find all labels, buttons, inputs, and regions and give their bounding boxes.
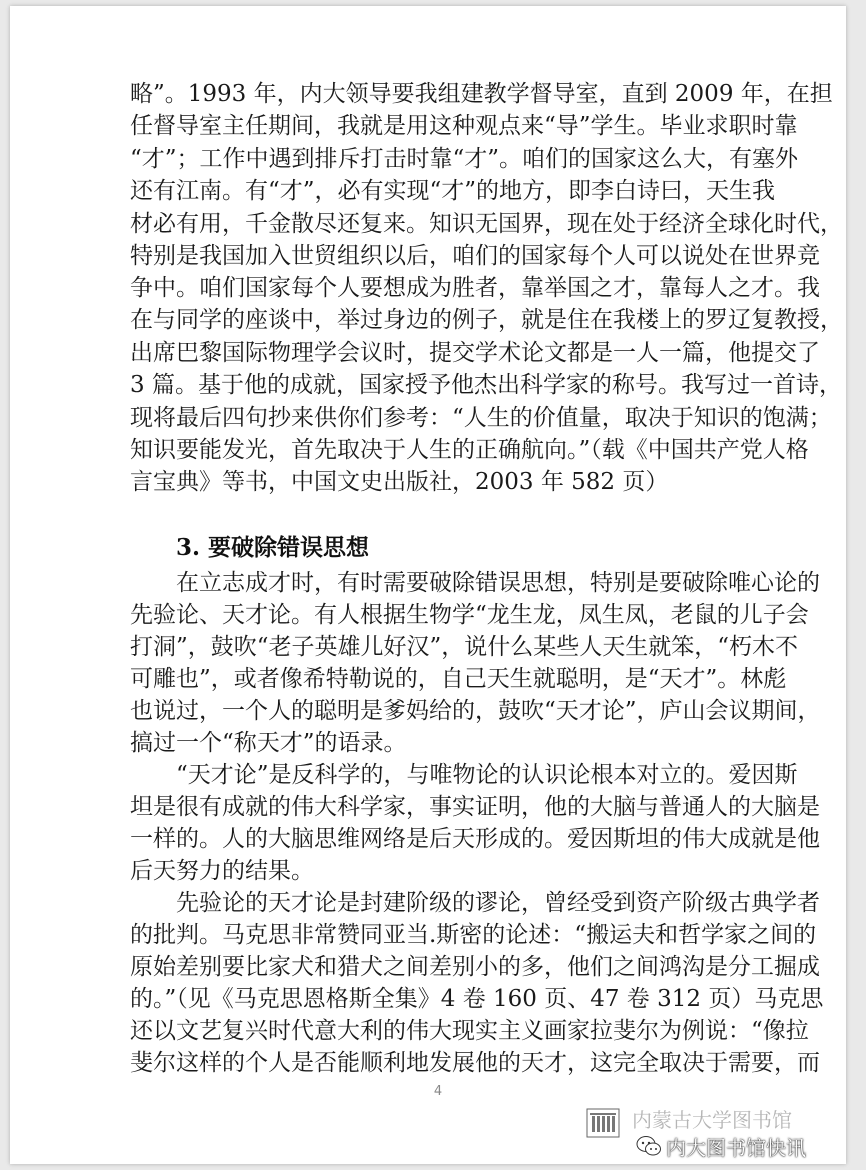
text-line: 任督导室主任期间，我就是用这种观点来“导”学生。毕业求职时靠 <box>130 113 798 139</box>
watermark <box>580 1102 830 1164</box>
page-number: 4 <box>433 1084 443 1099</box>
text-line: 现将最后四句抄来供你们参考：“人生的价值量，取决于知识的饱满； <box>130 405 832 431</box>
text-line: 略”。1993 年，内大领导要我组建教学督导室，直到 2009 年，在担 <box>130 81 833 107</box>
text-line: 材必有用，千金散尽还复来。知识无国界，现在处于经济全球化时代， <box>130 211 843 237</box>
text-line: 后天努力的结果。 <box>130 858 314 884</box>
text-line: 言宝典》等书，中国文史出版社，2003 年 582 页） <box>130 469 669 495</box>
text-line: 打洞”，鼓吹“老子英雄儿好汉”，说什么某些人天生就笨，“朽木不 <box>130 634 799 660</box>
text-line: 可雕也”，或者像希特勒说的，自己天生就聪明，是“天才”。林彪 <box>130 666 787 692</box>
text-line: 也说过，一个人的聪明是爹妈给的，鼓吹“天才论”，庐山会议期间， <box>130 698 821 724</box>
text-line: 特别是我国加入世贸组织以后，咱们的国家每个人可以说处在世界竞 <box>130 243 820 269</box>
watermark-account-name: 内大图书馆快讯 <box>666 1136 806 1160</box>
text-line: 出席巴黎国际物理学会议时，提交学术论文都是一人一篇，他提交了 <box>130 340 820 366</box>
library-logo-icon <box>586 1108 620 1138</box>
text-line: 争中。咱们国家每个人要想成为胜者，靠举国之才，靠每人之才。我 <box>130 275 820 301</box>
text-line: “天才论”是反科学的，与唯物论的认识论根本对立的。爱因斯 <box>176 762 798 788</box>
section-heading: 3. 要破除错误思想 <box>176 534 370 561</box>
text-line: 原始差别要比家犬和猎犬之间差别小的多，他们之间鸿沟是分工掘成 <box>130 954 820 980</box>
text-line: 还以文艺复兴时代意大利的伟大现实主义画家拉斐尔为例说：“像拉 <box>130 1018 809 1044</box>
text-line: 先验论的天才论是封建阶级的谬论，曾经受到资产阶级古典学者 <box>176 890 820 916</box>
text-line: 在与同学的座谈中，举过身边的例子，就是住在我楼上的罗辽复教授， <box>130 307 843 333</box>
text-line: 坦是很有成就的伟大科学家，事实证明，他的大脑与普通人的大脑是 <box>130 794 820 820</box>
text-line: 一样的。人的大脑思维网络是后天形成的。爱因斯坦的伟大成就是他 <box>130 826 820 852</box>
text-line: 斐尔这样的个人是否能顺利地发展他的天才，这完全取决于需要，而 <box>130 1050 820 1076</box>
text-line: 3 篇。基于他的成就，国家授予他杰出科学家的称号。我写过一首诗， <box>130 372 842 398</box>
text-line: 的。”（见《马克思恩格斯全集》4 卷 160 页、47 卷 312 页）马克思 <box>130 986 824 1012</box>
text-line: 搞过一个“称天才”的语录。 <box>130 730 407 756</box>
text-line: 的批判。马克思非常赞同亚当.斯密的论述：“搬运夫和哲学家之间的 <box>130 922 817 948</box>
watermark-library-name: 内蒙古大学图书馆 <box>632 1108 792 1132</box>
wechat-icon <box>636 1135 662 1157</box>
text-line: 知识要能发光，首先取决于人生的正确航向。”（载《中国共产党人格 <box>130 437 809 463</box>
text-line: “才”；工作中遇到排斥打击时靠“才”。咱们的国家这么大，有塞外 <box>130 146 799 172</box>
text-line: 先验论、天才论。有人根据生物学“龙生龙，凤生凤，老鼠的儿子会 <box>130 602 809 628</box>
document-page <box>10 6 846 1164</box>
text-line: 还有江南。有“才”，必有实现“才”的地方，即李白诗曰，天生我 <box>130 178 776 204</box>
text-line: 在立志成才时，有时需要破除错误思想，特别是要破除唯心论的 <box>176 570 820 596</box>
